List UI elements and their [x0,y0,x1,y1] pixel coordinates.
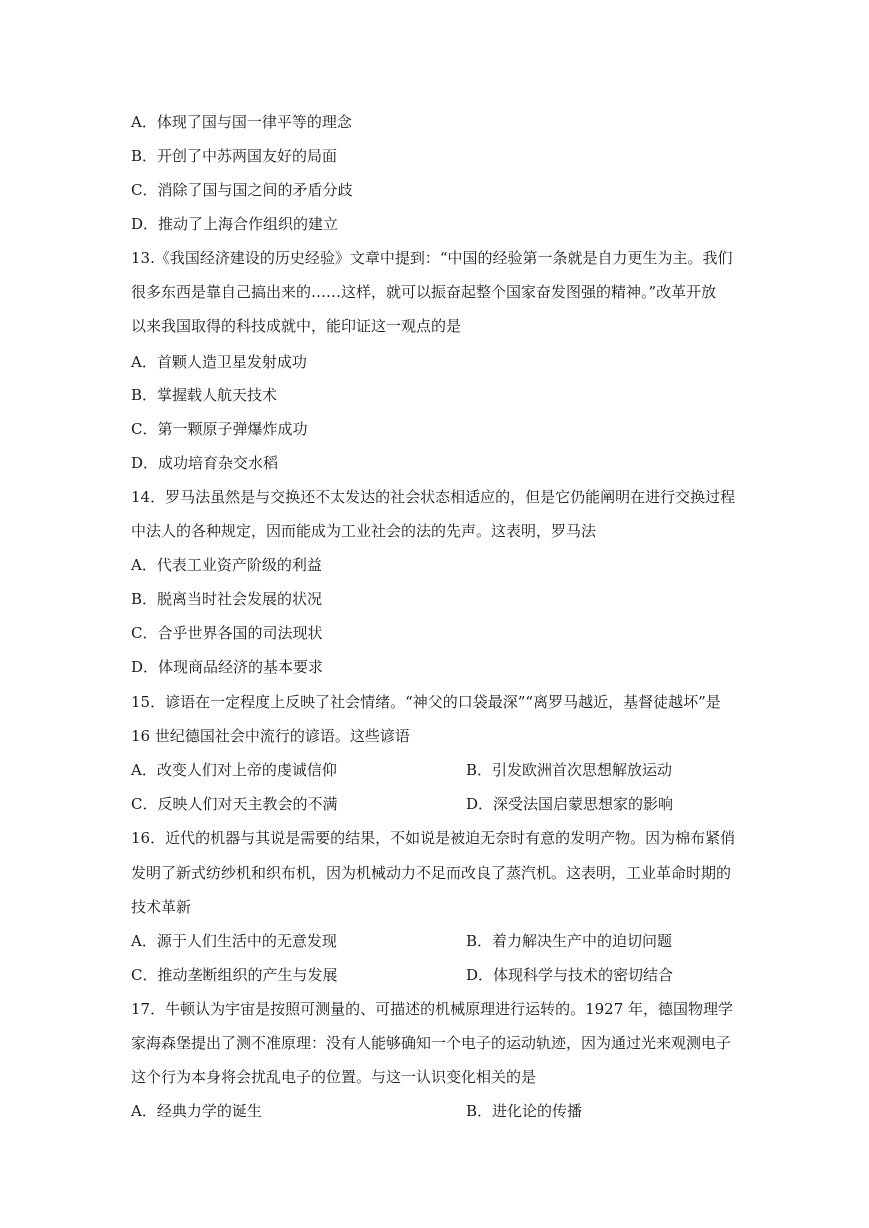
q14-stem-line: 14．罗马法虽然是与交换还不太发达的社会状态相适应的，但是它仍能阐明在进行交换过程 [131,488,736,506]
q13-stem-line: 以来我国取得的科技成就中，能印证这一观点的是 [131,317,462,335]
q15-option-b: B．引发欧洲首次思想解放运动 [466,761,673,779]
q17-stem-line: 17．牛顿认为宇宙是按照可测量的、可描述的机械原理进行运转的。1927 年，德国物理学 [131,1000,734,1018]
q17-option-b: B．进化论的传播 [466,1102,583,1120]
q16-option-b: B．着力解决生产中的迫切问题 [466,932,673,950]
q12-option-b: B．开创了中苏两国友好的局面 [131,147,338,165]
q17-stem-line: 这个行为本身将会扰乱电子的位置。与这一认识变化相关的是 [131,1068,537,1086]
q15-option-a: A．改变人们对上帝的虔诚信仰 [131,761,337,779]
q16-option-a: A．源于人们生活中的无意发现 [131,932,337,950]
q16-stem-line: 16．近代的机器与其说是需要的结果，不如说是被迫无奈时有意的发明产物。因为棉布紧俏 [131,829,736,847]
q14-option-d: D．体现商品经济的基本要求 [131,658,324,676]
q13-option-d: D．成功培育杂交水稻 [131,454,279,472]
q14-stem-line: 中法人的各种规定，因而能成为工业社会的法的先声。这表明，罗马法 [131,522,597,540]
q14-option-a: A．代表工业资产阶级的利益 [131,556,322,574]
q14-option-b: B．脱离当时社会发展的状况 [131,590,323,608]
q15-option-d: D．深受法国启蒙思想家的影响 [466,795,674,813]
q12-option-d: D．推动了上海合作组织的建立 [131,215,339,233]
q17-option-a: A．经典力学的诞生 [131,1102,262,1120]
q15-stem-line: 15．谚语在一定程度上反映了社会情绪。“神父的口袋最深”“离罗马越近，基督徒越坏”是 [131,693,721,711]
q12-option-a: A．体现了国与国一律平等的理念 [131,113,352,131]
q14-option-c: C．合乎世界各国的司法现状 [131,624,323,642]
q13-option-a: A．首颗人造卫星发射成功 [131,353,307,371]
q15-stem-line: 16 世纪德国社会中流行的谚语。这些谚语 [131,727,410,745]
q15-option-c: C．反映人们对天主教会的不满 [131,795,338,813]
q16-option-d: D．体现科学与技术的密切结合 [466,966,674,984]
q12-option-c: C．消除了国与国之间的矛盾分歧 [131,181,353,199]
q16-option-c: C．推动垄断组织的产生与发展 [131,966,338,984]
q13-option-b: B．掌握载人航天技术 [131,386,278,404]
q16-stem-line: 技术革新 [131,898,192,916]
q16-stem-line: 发明了新式纺纱机和织布机，因为机械动力不足而改良了蒸汽机。这表明，工业革命时期的 [131,864,732,882]
q13-stem-line: 13.《我国经济建设的历史经验》文章中提到：“中国的经验第一条就是自力更生为主。我们 [131,249,733,267]
q17-stem-line: 家海森堡提出了测不准原理：没有人能够确知一个电子的运动轨迹，因为通过光来观测电子 [131,1034,732,1052]
q13-option-c: C．第一颗原子弹爆炸成功 [131,420,308,438]
q13-stem-line: 很多东西是靠自己搞出来的……这样，就可以振奋起整个国家奋发图强的精神。”改革开放 [131,283,717,301]
